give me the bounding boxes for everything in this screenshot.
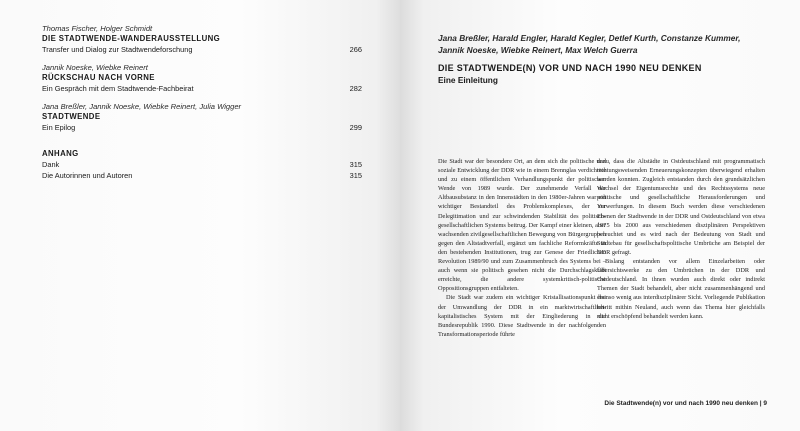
toc-heading: STADTWENDE xyxy=(42,112,101,121)
toc-authors: Thomas Fischer, Holger Schmidt xyxy=(42,24,153,33)
article-authors: Jannik Noeske, Wiebke Reinert, Max Welch Guerra xyxy=(438,44,638,55)
paragraph: Die Stadt war der besondere Ort, an dem sich die politische und soziale Entwicklung der DDR wie in einem Brennglas verdichtete und zu einem öffentlichen Verhandlungspunkt der politischen Wende von 1989 wurde. Der zunehmende Verfall der Altbausubstanz in den Innenstädten in den 1980er-Jahren war ein wichtiger Bestandteil des Problemkomplexes, der zur Delegitimation und zur schwindenden Stabilität des politisch-gesellschaftlichen Systems beitrug. Der Kampf einer kleinen, aber wachsenden zivilgesellschaftlichen Bewegung von Bürgergruppen gegen den Altstadtverfall, ergänzt um fachliche Reformkräfte in den bestehenden Institutionen, trug zur Genese der Friedlichen Revolution 1989/90 und zum Zusammenbruch des Systems bei – auch wenn sie politisch gesehen nicht die Durchschlagskraft erreichte, die andere systemkritisch-politische Oppositionsgruppen entfalteten. xyxy=(438,158,606,293)
article-authors: Jana Breßler, Harald Engler, Harald Kegler, Detlef Kurth, Constanze Kummer, xyxy=(438,33,741,43)
footer-separator: | xyxy=(759,400,762,407)
running-head: Die Stadtwende(n) vor und nach 1990 neu denken xyxy=(604,400,758,407)
toc-page-number: 299 xyxy=(349,123,362,132)
toc-title: Dank xyxy=(42,160,60,169)
toc-heading: DIE STADTWENDE-WANDERAUSSTELLUNG xyxy=(42,34,221,43)
toc-entry xyxy=(42,63,362,94)
article-subtitle: Eine Einleitung xyxy=(438,75,498,85)
toc-title: Ein Epilog xyxy=(42,123,76,132)
article-header xyxy=(438,33,768,86)
toc-page-number: 315 xyxy=(349,171,362,180)
toc-authors: Jana Breßler, Jannik Noeske, Wiebke Reinert, Julia Wigger xyxy=(42,102,242,111)
running-footer xyxy=(590,400,767,407)
text-column-left xyxy=(438,157,606,339)
paragraph: Bislang entstanden vor allem Einzelarbeiten oder Übersichtswerke zu den Umbrüchen in der DDR und Ostdeutschland. In ihnen wurden auch direkt oder indirekt Themen der Stadt behandelt, aber nicht zusammenhängend und ebenso wenig aus interdisziplinärer Sicht. Vorliegende Publikation betritt mithin Neuland, auch wenn das Thema hier gleichfalls nicht erschöpfend behandelt werden kann. xyxy=(597,258,765,320)
toc-title: Die Autorinnen und Autoren xyxy=(42,171,133,180)
paragraph: dazu, dass die Altstädte in Ostdeutschland mit programmatisch richtungsweisenden Erneuerungskonzepten überwiegend erhalten werden konnten. Zugleich entstanden durch den grundsätzlichen Wechsel der Eigentumsrechte und des Rechtssystems neue politische und gesellschaftliche Herausforderungen und Verwerfungen. In diesem Buch werden diese verschiedenen Ebenen der Stadtwende in der DDR und Ostdeutschland von etwa 1975 bis 2000 aus verschiedenen disziplinären Perspektiven beleuchtet und es wird nach der Bedeutung von Stadt und Städtebau für gesellschaftspolitische Umbrüche am Beispiel der DDR gefragt. xyxy=(597,158,765,256)
toc-entry xyxy=(42,24,362,55)
toc-row xyxy=(42,122,362,133)
paragraph: Die Stadt war zudem ein wichtiger Kristallisationspunkt bei der Umwandlung der DDR in ein marktwirtschaftlich-kapitalistisches System mit der Eingliederung in die Bundesrepublik 1990. Diese Stadtwende in der nachfolgenden Transformationsperiode führte xyxy=(438,294,606,338)
toc-entry-appendix xyxy=(42,149,362,181)
toc-row xyxy=(42,44,362,55)
table-of-contents xyxy=(42,24,362,189)
toc-page-number: 315 xyxy=(349,160,362,169)
toc-authors: Jannik Noeske, Wiebke Reinert xyxy=(42,63,148,72)
text-column-right xyxy=(597,157,765,321)
toc-title: Transfer und Dialog zur Stadtwendeforschung xyxy=(42,45,193,54)
toc-row xyxy=(42,170,362,181)
toc-title: Ein Gespräch mit dem Stadtwende-Fachbeirat xyxy=(42,84,194,93)
article-title: DIE STADTWENDE(N) VOR UND NACH 1990 NEU DENKEN xyxy=(438,63,702,73)
toc-page-number: 266 xyxy=(349,45,362,54)
page-number: 9 xyxy=(763,400,767,407)
toc-row xyxy=(42,159,362,170)
toc-heading: ANHANG xyxy=(42,149,79,158)
toc-page-number: 282 xyxy=(349,84,362,93)
toc-entry xyxy=(42,102,362,133)
toc-heading: RÜCKSCHAU NACH VORNE xyxy=(42,73,155,82)
toc-row xyxy=(42,83,362,94)
